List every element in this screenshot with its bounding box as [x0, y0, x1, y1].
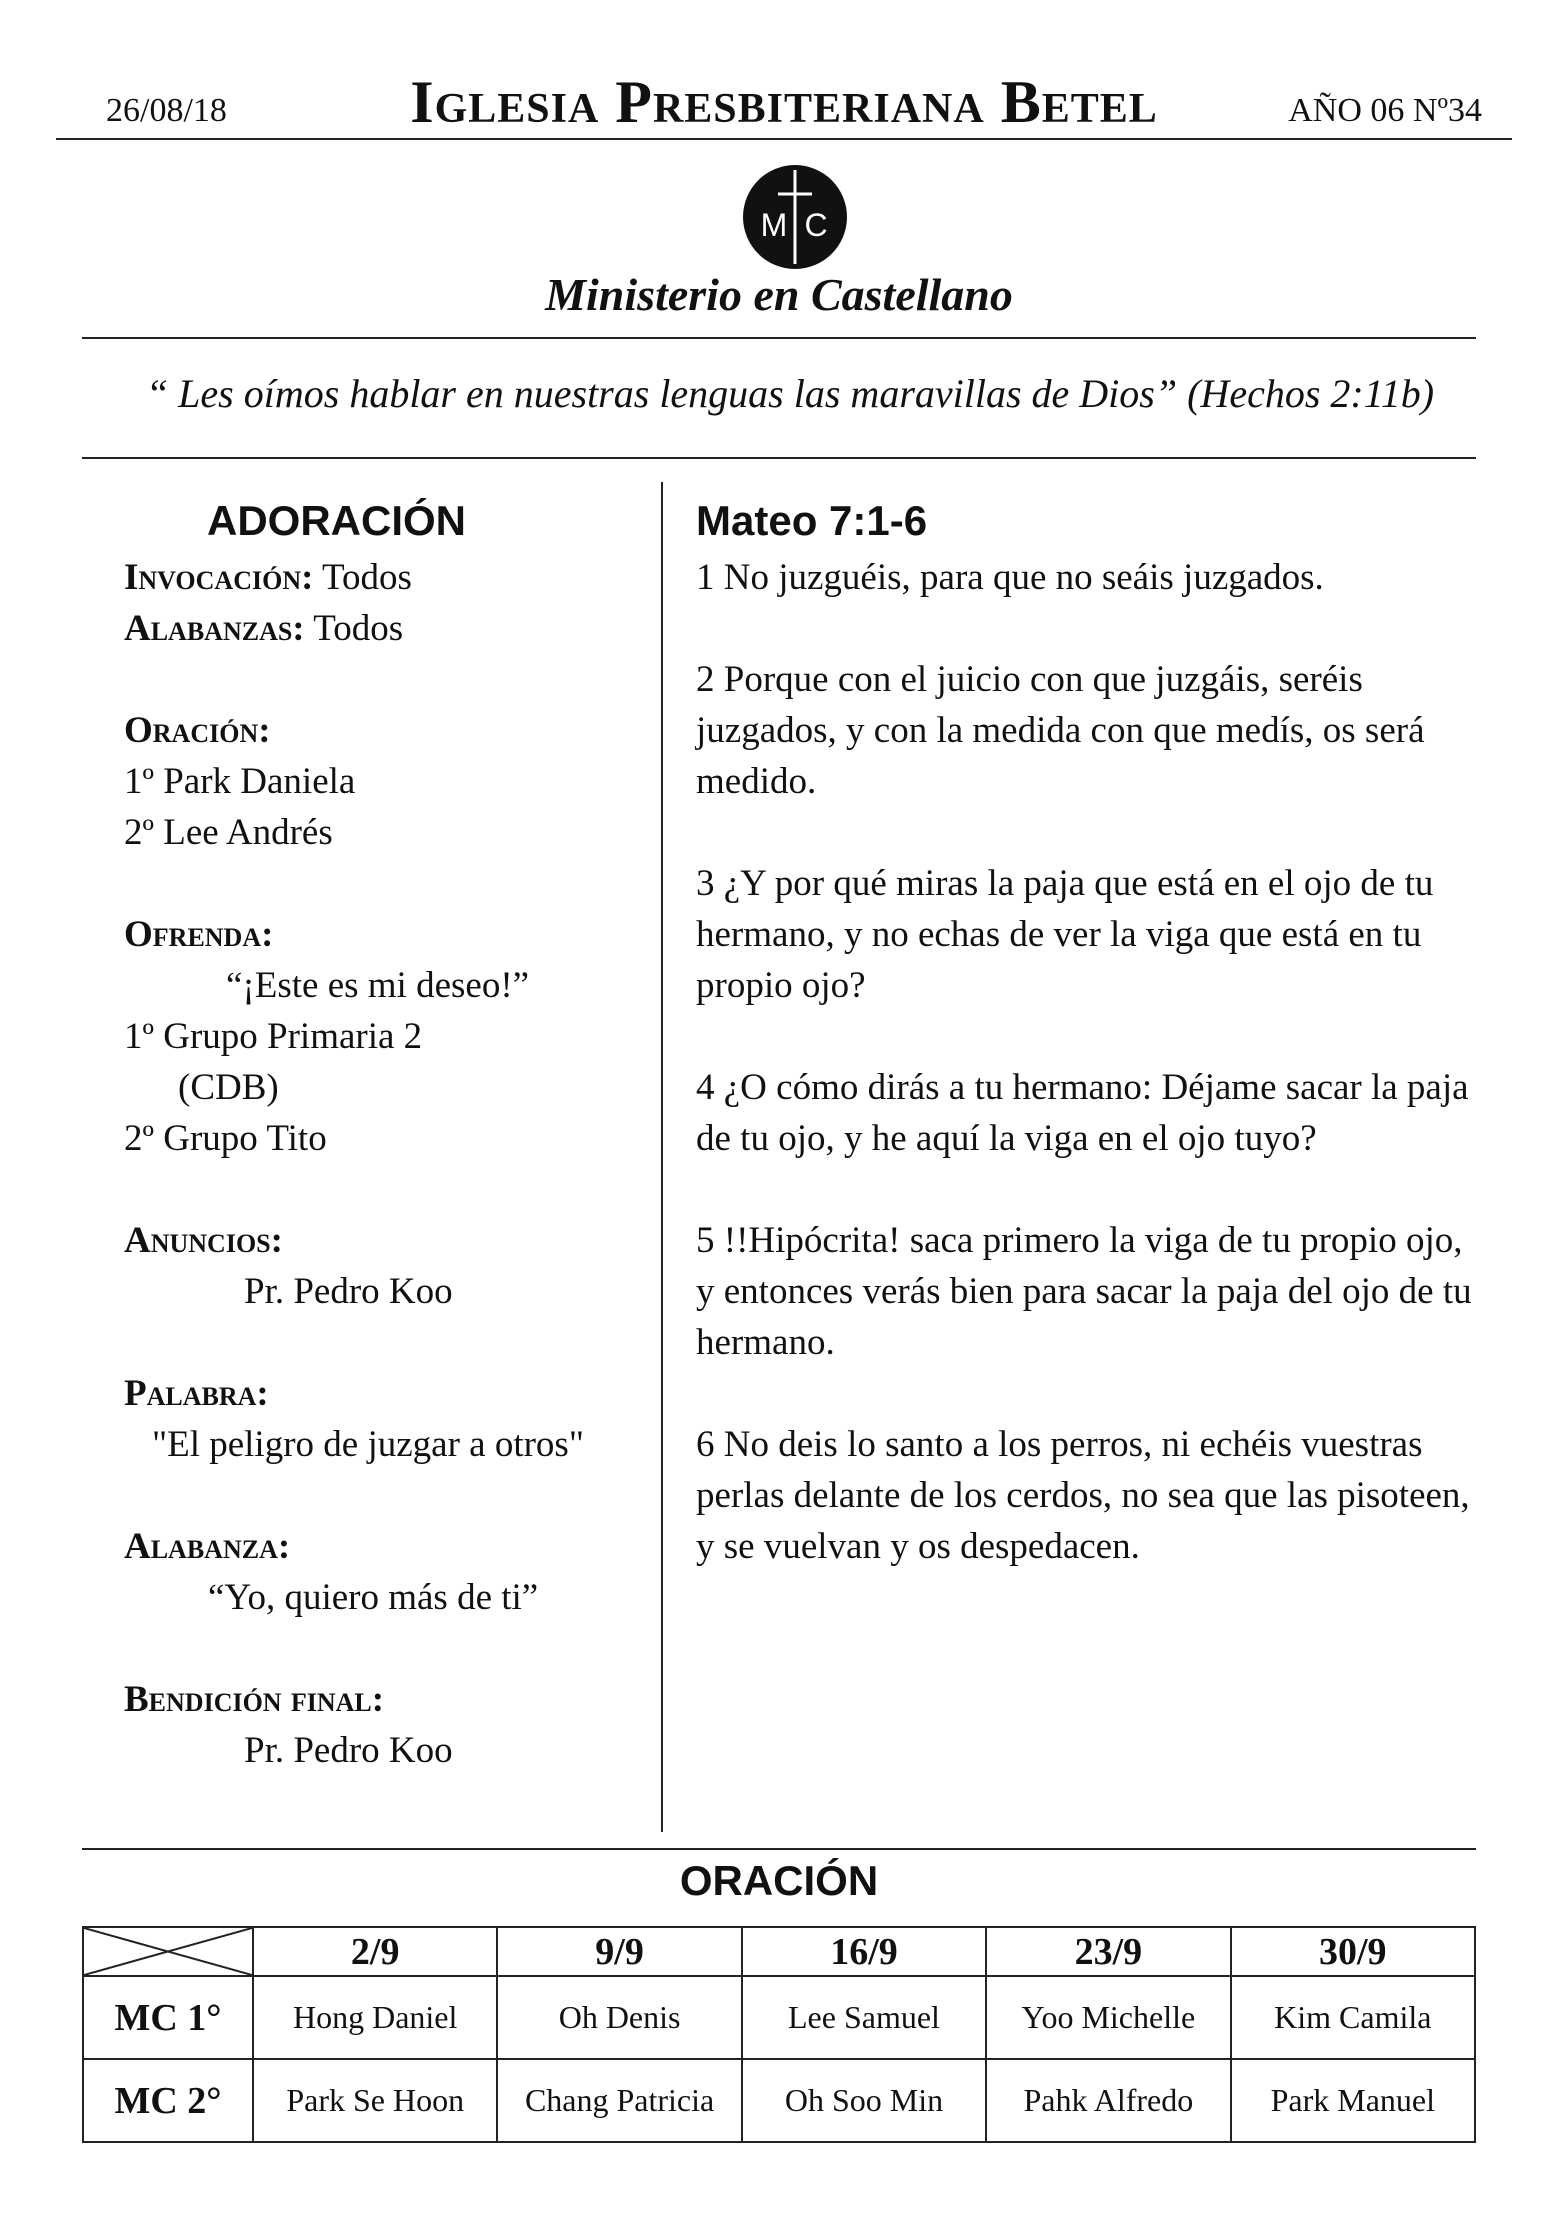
- divider: [82, 1848, 1476, 1850]
- worship-heading: ADORACIÓN: [207, 497, 466, 544]
- logo-letter-c: C: [804, 207, 828, 243]
- cross-circle-logo-icon: [742, 164, 848, 270]
- church-name: Iglesia Presbiteriana Betel: [410, 69, 1158, 135]
- verse: 6 No deis lo santo a los perros, ni echéis vuestras perlas delante de los cerdos, no sea que las pisoteen, y se vuelvan y os despedacen.: [696, 1424, 1470, 1567]
- prayer-label: Oración:: [124, 710, 271, 751]
- date-header: 2/9: [253, 1927, 497, 1976]
- verse: 4 ¿O cómo dirás a tu hermano: Déjame sacar la paja de tu ojo, y he aquí la viga en el ojo tuyo?: [696, 1067, 1469, 1159]
- verse: 3 ¿Y por qué miras la paja que está en el ojo de tu hermano, y no echas de ver la viga que está en tu propio ojo?: [696, 863, 1434, 1006]
- offering-first-continued: (CDB): [178, 1067, 279, 1108]
- date-header: 16/9: [742, 1927, 986, 1976]
- invocation-line: [124, 552, 644, 603]
- table-cell: Hong Daniel: [253, 1976, 497, 2059]
- bulletin-date: 26/08/18: [106, 92, 227, 129]
- table-cell: Yoo Michelle: [986, 1976, 1230, 2059]
- table-cell: Chang Patricia: [497, 2059, 741, 2142]
- offering-song: “¡Este es mi deseo!”: [226, 965, 530, 1006]
- table-cell: Oh Denis: [497, 1976, 741, 2059]
- blessing-value: Pr. Pedro Koo: [244, 1730, 453, 1771]
- issue-number: AÑO 06 Nº34: [1288, 92, 1482, 129]
- song-value: “Yo, quiero más de ti”: [208, 1577, 539, 1618]
- table-cell: Park Se Hoon: [253, 2059, 497, 2142]
- date-header: 23/9: [986, 1927, 1230, 1976]
- reading-heading: Mateo 7:1-6: [696, 497, 928, 544]
- table-cell: Park Manuel: [1231, 2059, 1475, 2142]
- date-header: 9/9: [497, 1927, 741, 1976]
- table-row: [83, 2059, 1475, 2142]
- table-cell: Pahk Alfredo: [986, 2059, 1230, 2142]
- verse: 1 No juzguéis, para que no seáis juzgados.: [696, 557, 1324, 598]
- verse: 5 !!Hipócrita! saca primero la viga de tu propio ojo, y entonces verás bien para sacar la paja del ojo de tu hermano.: [696, 1220, 1472, 1363]
- worship-order: [124, 495, 644, 1776]
- table-cell: Lee Samuel: [742, 1976, 986, 2059]
- word-label: Palabra:: [124, 1373, 269, 1414]
- praise-line: [124, 603, 644, 654]
- invocation-label: Invocación:: [124, 557, 314, 598]
- offering-second: 2º Grupo Tito: [124, 1118, 327, 1159]
- column-divider: [661, 482, 663, 1832]
- divider: [82, 337, 1476, 339]
- corner-cell: [83, 1927, 253, 1976]
- announcements-value: Pr. Pedro Koo: [244, 1271, 453, 1312]
- table-row: [83, 1976, 1475, 2059]
- table-cell: Kim Camila: [1231, 1976, 1475, 2059]
- offering-first: 1º Grupo Primaria 2: [124, 1016, 423, 1057]
- scripture-quote: “ Les oímos hablar en nuestras lenguas las maravillas de Dios” (Hechos 2:11b): [145, 371, 1435, 416]
- offering-label: Ofrenda:: [124, 914, 274, 955]
- bulletin-header: [56, 60, 1512, 140]
- divider: [82, 457, 1476, 459]
- table-cell: Oh Soo Min: [742, 2059, 986, 2142]
- table-header-row: [83, 1927, 1475, 1976]
- verse: 2 Porque con el juicio con que juzgáis, seréis juzgados, y con la medida con que medís, os será medido.: [696, 659, 1425, 802]
- sermon-title: "El peligro de juzgar a otros": [152, 1424, 584, 1465]
- row-label: MC 1°: [83, 1976, 253, 2059]
- announcements-label: Anuncios:: [124, 1220, 283, 1261]
- song-label: Alabanza:: [124, 1526, 291, 1567]
- row-label: MC 2°: [83, 2059, 253, 2142]
- ministry-name: Ministerio en Castellano: [545, 269, 1013, 320]
- prayer-schedule-table: [82, 1926, 1476, 2143]
- scripture-reading: [696, 495, 1476, 1623]
- prayer-second: 2º Lee Andrés: [124, 812, 333, 853]
- prayer-schedule-heading: ORACIÓN: [679, 1857, 879, 1904]
- logo-letter-m: M: [760, 207, 788, 243]
- invocation-value: Todos: [322, 557, 412, 598]
- praise-label: Alabanzas:: [124, 608, 305, 649]
- praise-value: Todos: [313, 608, 404, 649]
- prayer-first: 1º Park Daniela: [124, 761, 356, 802]
- date-header: 30/9: [1231, 1927, 1475, 1976]
- blessing-label: Bendición final:: [124, 1679, 385, 1720]
